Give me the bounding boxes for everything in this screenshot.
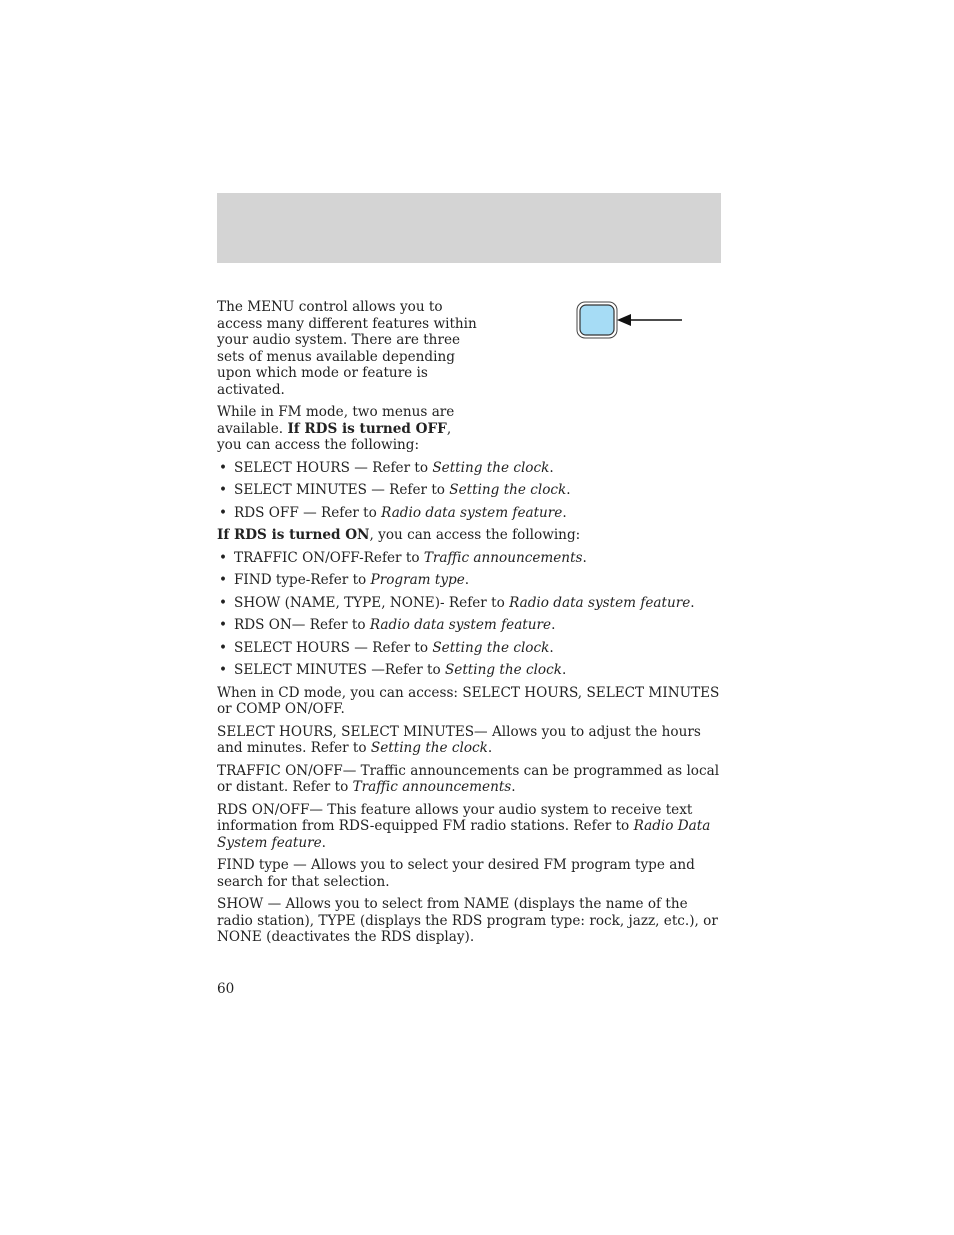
rds-on-list — [217, 550, 723, 679]
intro-paragraph: The MENU control allows you to access many different features within your audio system. There are three sets of menus available depending upon which mode or feature is activated. — [217, 299, 477, 398]
list-item: • SELECT MINUTES — Refer to Setting the clock. — [217, 482, 723, 499]
rds-off-list — [217, 460, 723, 522]
fm-mode-paragraph: While in FM mode, two menus are available. If RDS is turned OFF, you can access the following: — [217, 404, 455, 453]
rds-onoff-paragraph: RDS ON/OFF— This feature allows your audio system to receive text information from RDS-equipped FM radio stations. Refer to Radio Data System feature. — [217, 801, 711, 851]
rds-off-heading: If RDS is turned OFF — [287, 420, 447, 437]
page-number: 60 — [217, 981, 235, 997]
list-item: • RDS OFF — Refer to Radio data system feature. — [217, 505, 723, 522]
list-item: • TRAFFIC ON/OFF-Refer to Traffic announcements. — [217, 550, 723, 567]
list-item: • SHOW (NAME, TYPE, NONE)- Refer to Radio data system feature. — [217, 595, 723, 612]
traffic-paragraph: TRAFFIC ON/OFF— Traffic announcements can be programmed as local or distant. Refer to Traffic announcements. — [217, 762, 720, 795]
rds-on-heading: If RDS is turned ON — [217, 527, 370, 543]
show-paragraph: SHOW — Allows you to select from NAME (displays the name of the radio station), TYPE (displays the RDS program type: rock, jazz, etc.), or NONE (deactivates the RDS display). — [217, 896, 718, 945]
find-type-paragraph: FIND type — Allows you to select your desired FM program type and search for that selection. — [217, 857, 695, 890]
select-hours-paragraph: SELECT HOURS, SELECT MINUTES— Allows you to adjust the hours and minutes. Refer to Setting the clock. — [217, 723, 701, 756]
list-item: • SELECT MINUTES —Refer to Setting the clock. — [217, 662, 723, 679]
header-band — [217, 193, 721, 263]
list-item: • RDS ON— Refer to Radio data system feature. — [217, 617, 723, 634]
cd-mode-paragraph: When in CD mode, you can access: SELECT HOURS, SELECT MINUTES or COMP ON/OFF. — [217, 684, 720, 717]
list-item: • FIND type-Refer to Program type. — [217, 572, 723, 589]
list-item: • SELECT HOURS — Refer to Setting the clock. — [217, 460, 723, 477]
body-text — [217, 299, 723, 952]
rds-on-paragraph: If RDS is turned ON, you can access the following: — [217, 527, 581, 543]
list-item: • SELECT HOURS — Refer to Setting the clock. — [217, 640, 723, 657]
